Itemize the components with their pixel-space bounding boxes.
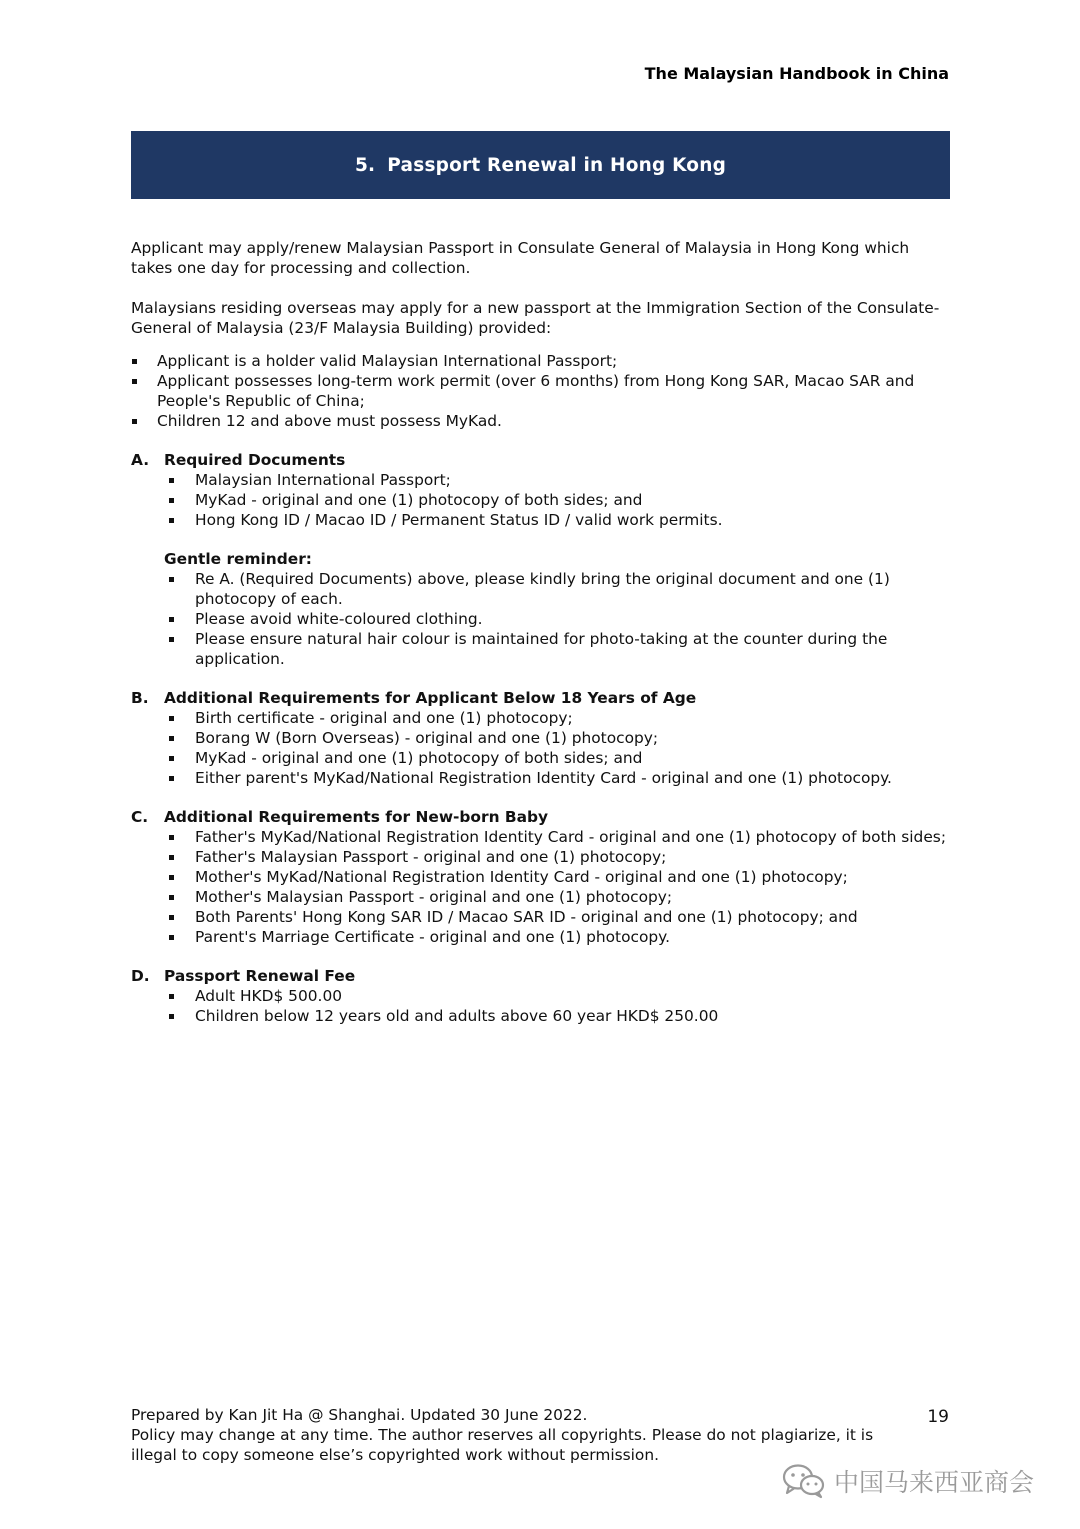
new-born-list xyxy=(164,827,946,947)
section-letter: A. xyxy=(131,451,150,469)
list-item: Both Parents' Hong Kong SAR ID / Macao SAR ID - original and one (1) photocopy; and xyxy=(164,907,946,927)
footer-prepared-by: Prepared by Kan Jit Ha @ Shanghai. Updated 30 June 2022. xyxy=(131,1406,588,1424)
footer-copyright-notice: Policy may change at any time. The author reserves all copyrights. Please do not plagiarize, it is illegal to copy someone else’s copyrighted work without permission. xyxy=(131,1426,874,1464)
list-item: Birth certificate - original and one (1) photocopy; xyxy=(164,708,946,728)
list-item: Children below 12 years old and adults above 60 year HKD$ 250.00 xyxy=(164,1006,946,1026)
watermark xyxy=(782,1463,1034,1499)
required-documents-list xyxy=(164,470,946,530)
list-item: Re A. (Required Documents) above, please kindly bring the original document and one (1) photocopy of each. xyxy=(164,569,946,609)
intro-paragraph: Malaysians residing overseas may apply for a new passport at the Immigration Section of the Consulate-General of Malaysia (23/F Malaysia Building) provided: xyxy=(131,299,940,337)
renewal-fee-list xyxy=(164,986,946,1026)
section-heading-text: Required Documents xyxy=(164,451,346,469)
list-item: Either parent's MyKad/National Registration Identity Card - original and one (1) photocopy. xyxy=(164,768,946,788)
list-item: Malaysian International Passport; xyxy=(164,470,946,490)
section-letter: B. xyxy=(131,689,149,707)
section-letter: C. xyxy=(131,808,149,826)
list-item: Children 12 and above must possess MyKad. xyxy=(131,411,946,431)
section-title-banner xyxy=(131,131,950,199)
conditions-list xyxy=(131,351,946,431)
running-header: The Malaysian Handbook in China xyxy=(644,64,949,83)
list-item: MyKad - original and one (1) photocopy of both sides; and xyxy=(164,748,946,768)
list-item: Hong Kong ID / Macao ID / Permanent Status ID / valid work permits. xyxy=(164,510,946,530)
list-item: Borang W (Born Overseas) - original and one (1) photocopy; xyxy=(164,728,946,748)
section-below-18 xyxy=(131,688,946,788)
list-item: Please ensure natural hair colour is maintained for photo-taking at the counter during the application. xyxy=(164,629,946,669)
section-heading xyxy=(131,966,946,986)
section-required-documents xyxy=(131,450,946,669)
page-content xyxy=(131,238,946,1026)
section-heading-text: Passport Renewal Fee xyxy=(164,967,356,985)
below-18-list xyxy=(164,708,946,788)
list-item: Mother's Malaysian Passport - original and one (1) photocopy; xyxy=(164,887,946,907)
reminder-list xyxy=(164,569,946,669)
wechat-icon xyxy=(782,1463,826,1499)
section-renewal-fee xyxy=(131,966,946,1026)
list-item: Mother's MyKad/National Registration Identity Card - original and one (1) photocopy; xyxy=(164,867,946,887)
section-letter: D. xyxy=(131,967,150,985)
section-heading xyxy=(131,807,946,827)
section-heading-text: Additional Requirements for New-born Baby xyxy=(164,808,549,826)
list-item: Adult HKD$ 500.00 xyxy=(164,986,946,1006)
list-item: Parent's Marriage Certificate - original and one (1) photocopy. xyxy=(164,927,946,947)
section-heading-text: Additional Requirements for Applicant Below 18 Years of Age xyxy=(164,689,697,707)
list-item: Please avoid white-coloured clothing. xyxy=(164,609,946,629)
section-heading xyxy=(131,450,946,470)
page-number: 19 xyxy=(927,1407,949,1427)
section-title: Passport Renewal in Hong Kong xyxy=(387,154,727,176)
reminder-heading: Gentle reminder: xyxy=(164,550,312,568)
section-new-born xyxy=(131,807,946,947)
section-number: 5. xyxy=(354,154,376,176)
list-item: Father's MyKad/National Registration Identity Card - original and one (1) photocopy of both sides; xyxy=(164,827,946,847)
list-item: Father's Malaysian Passport - original and one (1) photocopy; xyxy=(164,847,946,867)
list-item: MyKad - original and one (1) photocopy of both sides; and xyxy=(164,490,946,510)
intro-paragraph: Applicant may apply/renew Malaysian Passport in Consulate General of Malaysia in Hong Kong which takes one day for processing and collection. xyxy=(131,239,910,277)
page-footer xyxy=(131,1405,911,1465)
watermark-text: 中国马来西亚商会 xyxy=(834,1468,1035,1497)
section-heading xyxy=(131,688,946,708)
list-item: Applicant possesses long-term work permit (over 6 months) from Hong Kong SAR, Macao SAR and People's Republic of China; xyxy=(131,371,946,411)
list-item: Applicant is a holder valid Malaysian International Passport; xyxy=(131,351,946,371)
